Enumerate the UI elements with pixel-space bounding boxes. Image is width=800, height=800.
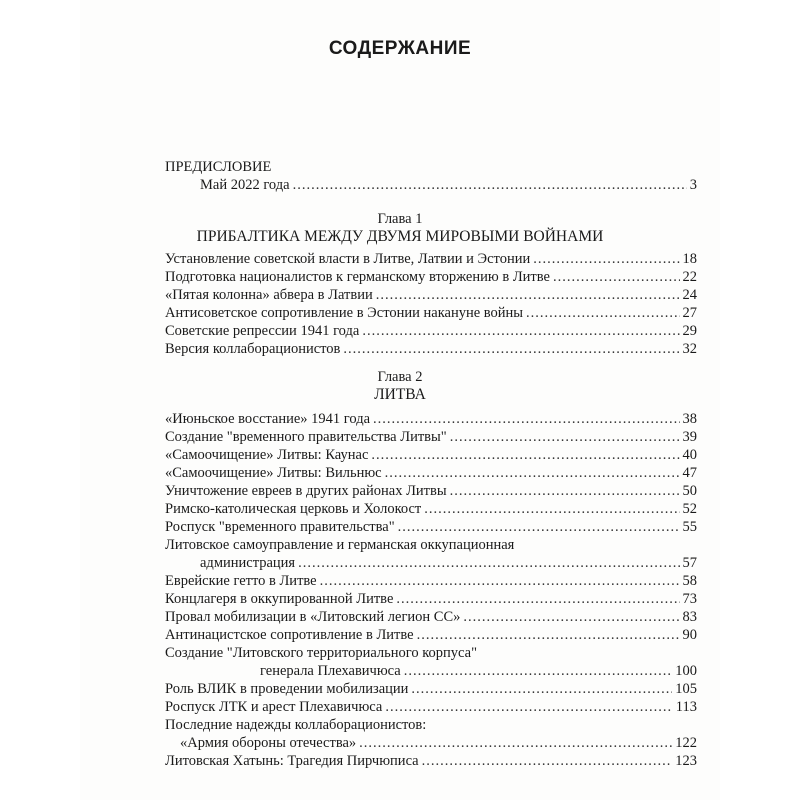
toc-entry-title: Советские репрессии 1941 года [165,323,360,339]
toc-entry-title: Литовская Хатынь: Трагедия Пирчюписа [165,753,419,769]
toc-page-number: 29 [682,323,697,339]
toc-page-number: 24 [682,287,697,303]
toc-entry [165,698,697,716]
toc-entry-title: Роспуск "временного правительства" [165,519,395,535]
leader-dots [553,268,680,286]
toc-entry [260,662,697,680]
toc-entry [165,590,697,608]
toc-entry-title: Антисоветское сопротивление в Эстонии накануне войны [165,305,524,321]
toc-entry-title: Версия коллаборационистов [165,341,341,357]
toc-entry [165,286,697,304]
toc-entry [165,322,697,340]
toc-entry [200,176,697,194]
leader-dots [343,340,679,358]
chapter-label: Глава 1 [377,211,423,227]
leader-dots [411,680,672,698]
leader-dots [385,698,672,716]
toc-entry-title: Создание "временного правительства Литвы" [165,429,447,445]
toc-page-number: 57 [682,555,697,571]
toc-entry-title: «Самоочищение» Литвы: Вильнюс [165,465,382,481]
toc-entry [165,482,697,500]
toc-page-number: 122 [675,735,697,751]
toc-page-number: 105 [675,681,697,697]
leader-dots [320,572,680,590]
toc-entry [165,250,697,268]
chapter-title: ПРИБАЛТИКА МЕЖДУ ДВУМЯ МИРОВЫМИ ВОЙНАМИ [196,228,604,245]
toc-entry-title: «Июньское восстание» 1941 года [165,411,371,427]
toc-entry [180,734,697,752]
toc-entry-title: Концлагеря в оккупированной Литве [165,591,394,607]
toc-page-number: 113 [675,699,697,715]
toc-entry-title: Роль ВЛИК в проведении мобилизации [165,681,409,697]
toc-entry-title: Создание "Литовского территориального корпуса" [165,645,478,661]
leader-dots [533,250,679,268]
leader-dots [463,608,679,626]
toc-entry [165,500,697,518]
toc-entry-title: Провал мобилизации в «Литовский легион СС» [165,609,461,625]
leader-dots [371,446,679,464]
toc-page-number: 32 [682,341,697,357]
leader-dots [385,464,680,482]
toc-entry [200,554,697,572]
toc-entry [165,410,697,428]
preface-heading: ПРЕДИСЛОВИЕ [165,159,272,175]
toc-page-number: 58 [682,573,697,589]
toc-page-number: 90 [682,627,697,643]
toc-page-number: 83 [682,609,697,625]
toc-page-number: 123 [675,753,697,769]
leader-dots [424,500,679,518]
toc-entry [165,518,697,536]
toc-entry [165,608,697,626]
toc-page-number: 39 [682,429,697,445]
toc-page-number: 55 [682,519,697,535]
toc-page-number: 18 [682,251,697,267]
toc-page-number: 52 [682,501,697,517]
toc-entry-title: «Армия обороны отечества» [180,735,357,751]
leader-dots [359,734,672,752]
page-title: СОДЕРЖАНИЕ [328,38,472,59]
toc-entry [165,340,697,358]
toc-page-number: 27 [682,305,697,321]
leader-dots [396,590,679,608]
leader-dots [362,322,679,340]
toc-entry-title: администрация [200,555,296,571]
toc-page-number: 100 [675,663,697,679]
leader-dots [293,176,687,194]
toc-entry-title: «Пятая колонна» абвера в Латвии [165,287,373,303]
toc-page-number: 40 [682,447,697,463]
leader-dots [373,410,679,428]
toc-entry [165,304,697,322]
toc-page-number: 22 [682,269,697,285]
toc-entry-title: Май 2022 года [200,177,290,193]
leader-dots [417,626,680,644]
leader-dots [450,482,680,500]
toc-entry-title: Последние надежды коллаборационистов: [165,717,427,733]
toc-page-number: 47 [682,465,697,481]
leader-dots [376,286,680,304]
leader-dots [422,752,673,770]
toc-page-number: 73 [682,591,697,607]
toc-entry [165,428,697,446]
chapter-label: Глава 2 [377,369,423,385]
toc-page-number: 38 [682,411,697,427]
toc-entry-title: Подготовка националистов к германскому вторжению в Литве [165,269,550,285]
toc-entry-title: Литовское самоуправление и германская оккупационная [165,537,515,553]
book-page [80,0,720,800]
toc-entry-title: генерала Плехавичюса [260,663,401,679]
toc-entry-title: Римско-католическая церковь и Холокост [165,501,422,517]
toc-entry-title: Еврейские гетто в Литве [165,573,317,589]
leader-dots [526,304,679,322]
leader-dots [404,662,673,680]
toc-entry [165,680,697,698]
toc-entry-title: Антинацистское сопротивление в Литве [165,627,414,643]
leader-dots [398,518,680,536]
toc-entry [165,572,697,590]
chapter-title: ЛИТВА [374,386,426,403]
leader-dots [298,554,679,572]
toc-page-number: 3 [689,177,697,193]
toc-entry-title: Установление советской власти в Литве, Латвии и Эстонии [165,251,531,267]
toc-page-number: 50 [682,483,697,499]
toc-entry [165,446,697,464]
toc-entry-title: Роспуск ЛТК и арест Плехавичюса [165,699,383,715]
toc-entry [165,752,697,770]
toc-entry-title: Уничтожение евреев в других районах Литвы [165,483,447,499]
toc-entry [165,268,697,286]
toc-entry [165,464,697,482]
toc-entry [165,626,697,644]
leader-dots [450,428,680,446]
toc-entry-title: «Самоочищение» Литвы: Каунас [165,447,369,463]
